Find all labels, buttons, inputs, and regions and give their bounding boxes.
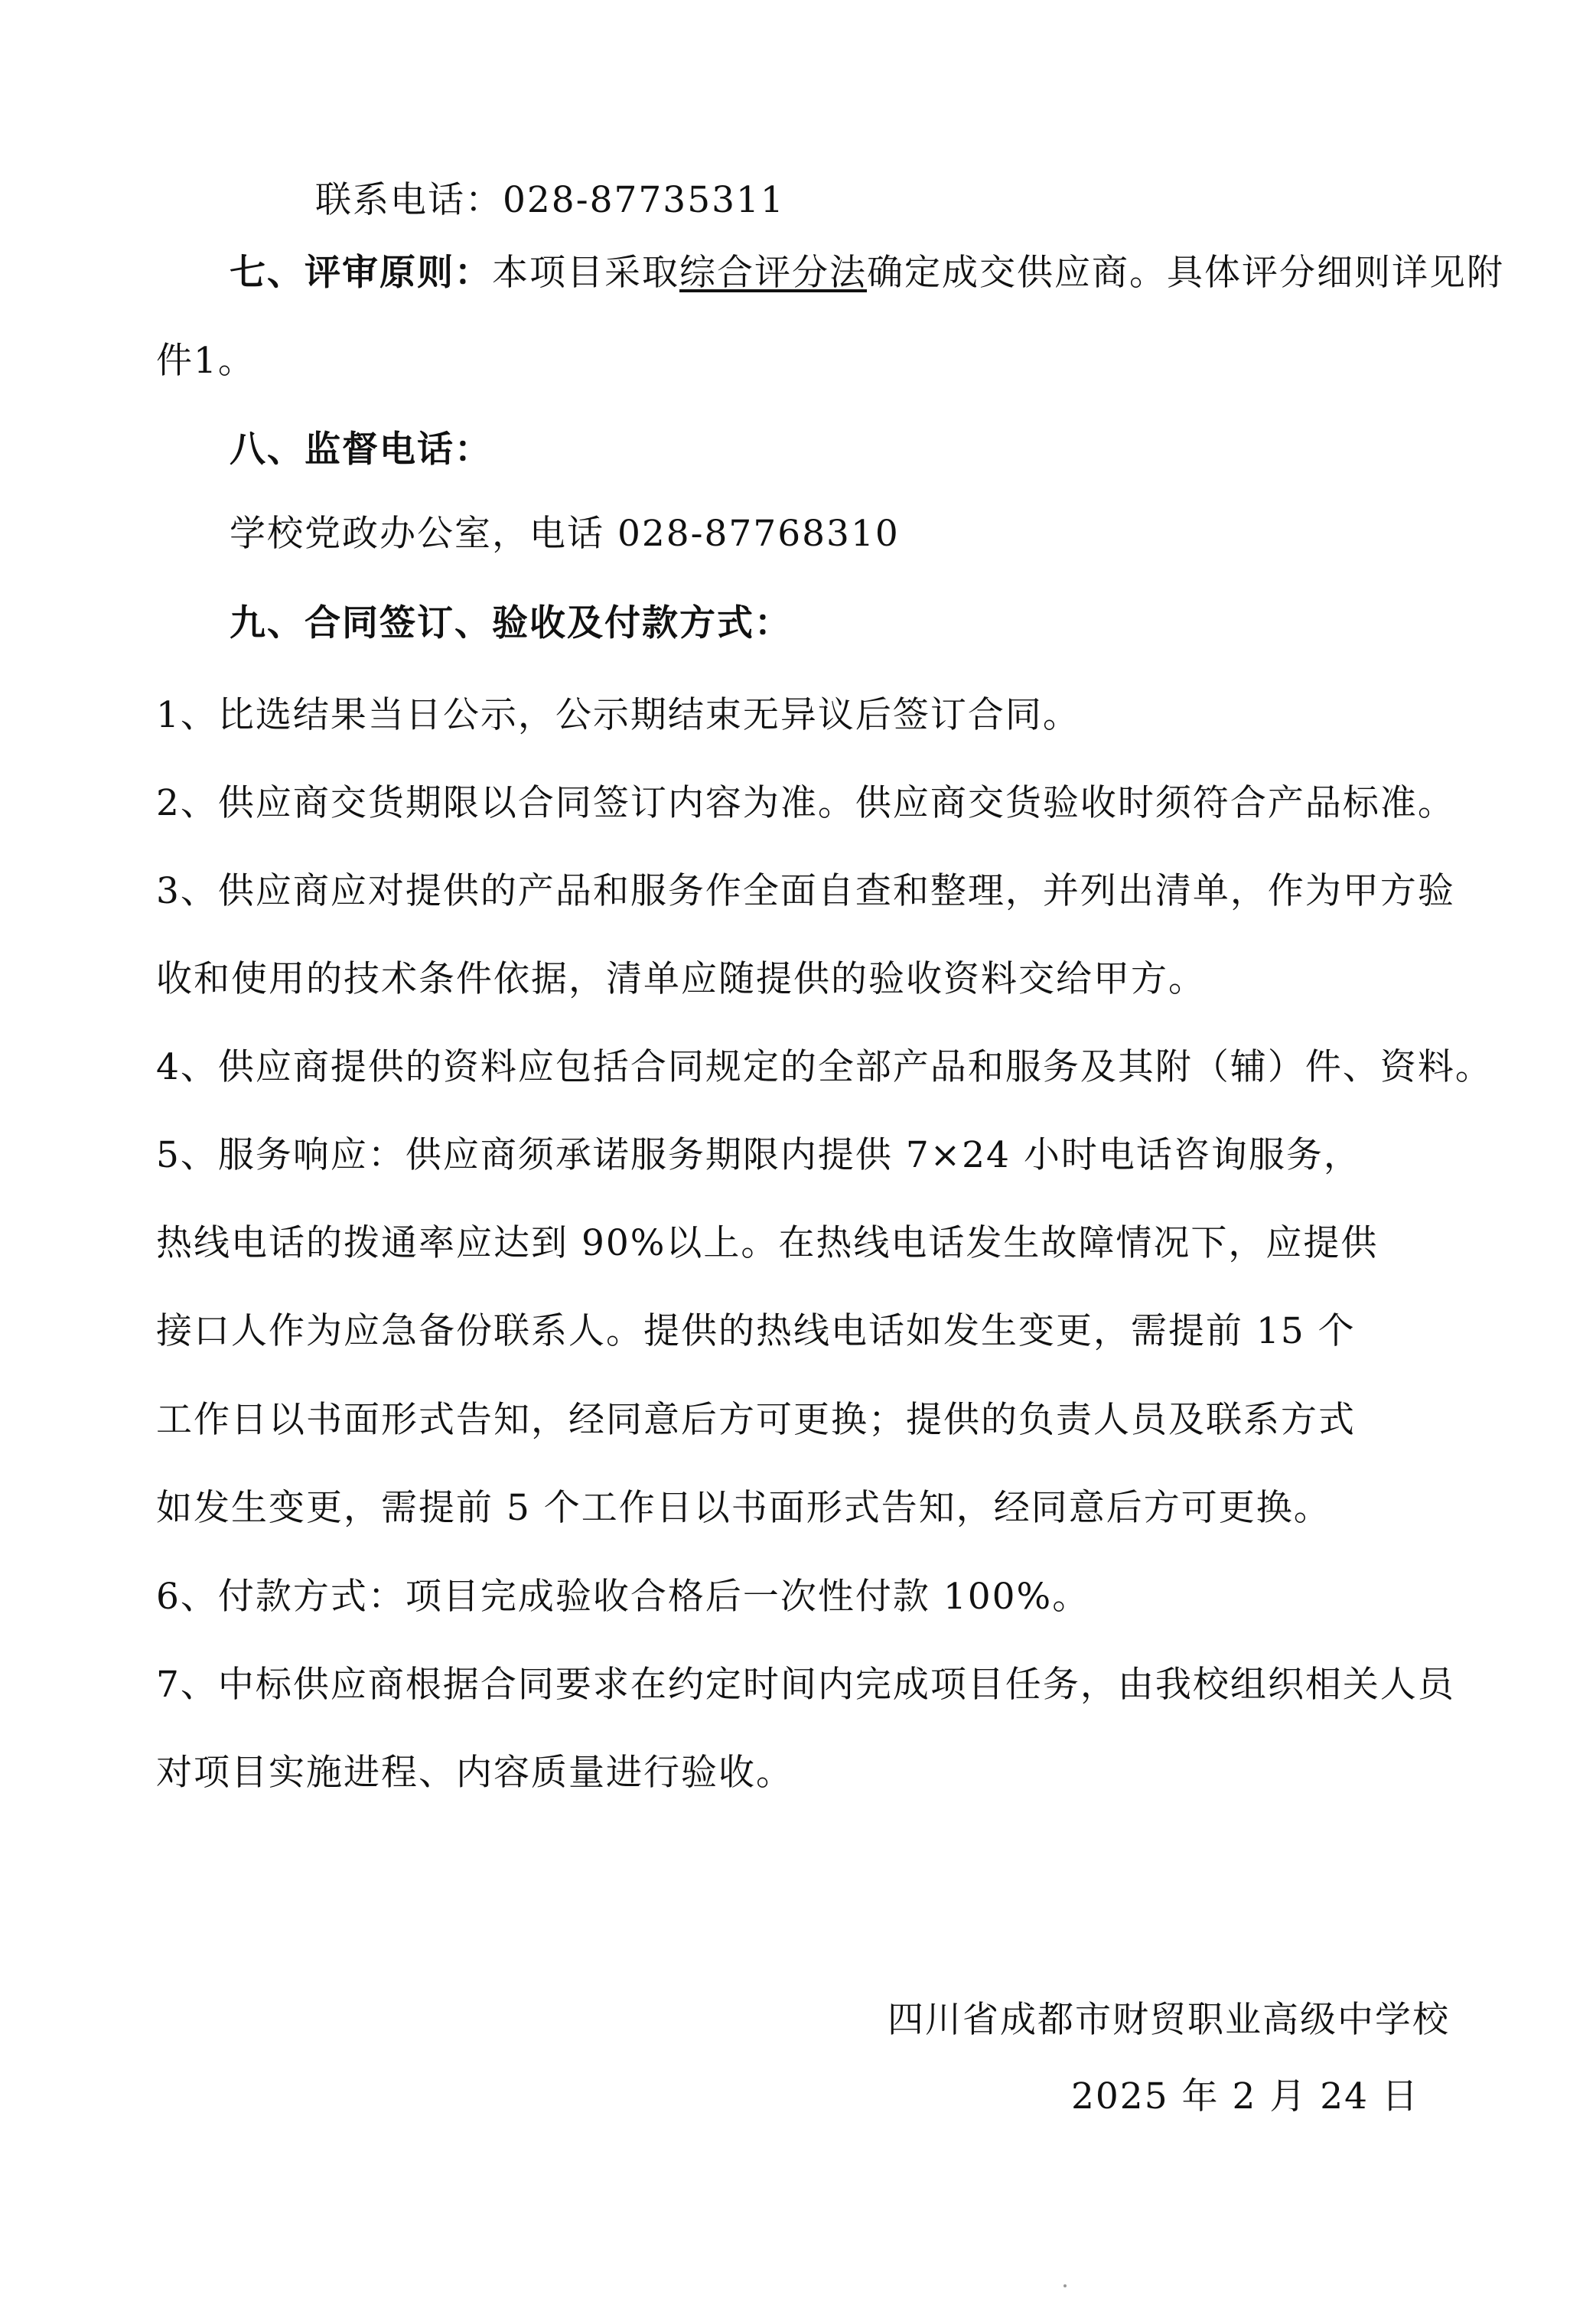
section9-heading: 九、合同签订、验收及付款方式： <box>230 602 792 644</box>
section7-text-before: 本项目采取 <box>492 252 679 294</box>
section7-cont: 件1。 <box>156 340 256 382</box>
item-5-line-5: 如发生变更，需提前 5 个工作日以书面形式告知，经同意后方可更换。 <box>156 1487 1331 1529</box>
item-5-line-1: 5、服务响应：供应商须承诺服务期限内提供 7×24 小时电话咨询服务， <box>156 1134 1361 1176</box>
signature-org: 四川省成都市财贸职业高级中学校 <box>888 1999 1450 2041</box>
item-3-line-1: 3、供应商应对提供的产品和服务作全面自查和整理，并列出清单，作为甲方验 <box>156 870 1455 912</box>
section7-method: 综合评分法 <box>679 252 867 294</box>
item-6: 6、付款方式：项目完成验收合格后一次性付款 100%。 <box>156 1576 1090 1618</box>
item-7-line-1: 7、中标供应商根据合同要求在约定时间内完成项目任务，由我校组织相关人员 <box>156 1664 1455 1706</box>
contact-line <box>315 178 785 223</box>
section8-line: 学校党政办公室，电话 028-87768310 <box>230 513 900 555</box>
section8-heading: 八、监督电话： <box>230 429 492 471</box>
scan-speck <box>1063 2284 1067 2287</box>
section7-text-after: 确定成交供应商。具体评分细则详见附 <box>867 252 1504 294</box>
contact-phone: 028-87735311 <box>503 179 785 221</box>
item-5-line-3: 接口人作为应急备份联系人。提供的热线电话如发生变更，需提前 15 个 <box>156 1310 1356 1352</box>
item-3-line-2: 收和使用的技术条件依据，清单应随提供的验收资料交给甲方。 <box>156 958 1206 1000</box>
item-5-line-4: 工作日以书面形式告知，经同意后方可更换；提供的负责人员及联系方式 <box>156 1399 1356 1441</box>
item-2: 2、供应商交货期限以合同签订内容为准。供应商交货验收时须符合产品标准。 <box>156 782 1455 824</box>
signature-date: 2025 年 2 月 24 日 <box>1071 2075 1420 2117</box>
item-4: 4、供应商提供的资料应包括合同规定的全部产品和服务及其附（辅）件、资料。 <box>156 1046 1493 1088</box>
contact-label: 联系电话： <box>315 179 503 221</box>
item-5-line-2: 热线电话的拨通率应达到 90%以上。在热线电话发生故障情况下，应提供 <box>156 1222 1379 1264</box>
item-7-line-2: 对项目实施进程、内容质量进行验收。 <box>156 1752 793 1794</box>
section7-heading: 七、评审原则： <box>230 252 492 294</box>
item-1: 1、比选结果当日公示，公示期结束无异议后签订合同。 <box>156 694 1080 736</box>
section7-line <box>230 250 1504 296</box>
